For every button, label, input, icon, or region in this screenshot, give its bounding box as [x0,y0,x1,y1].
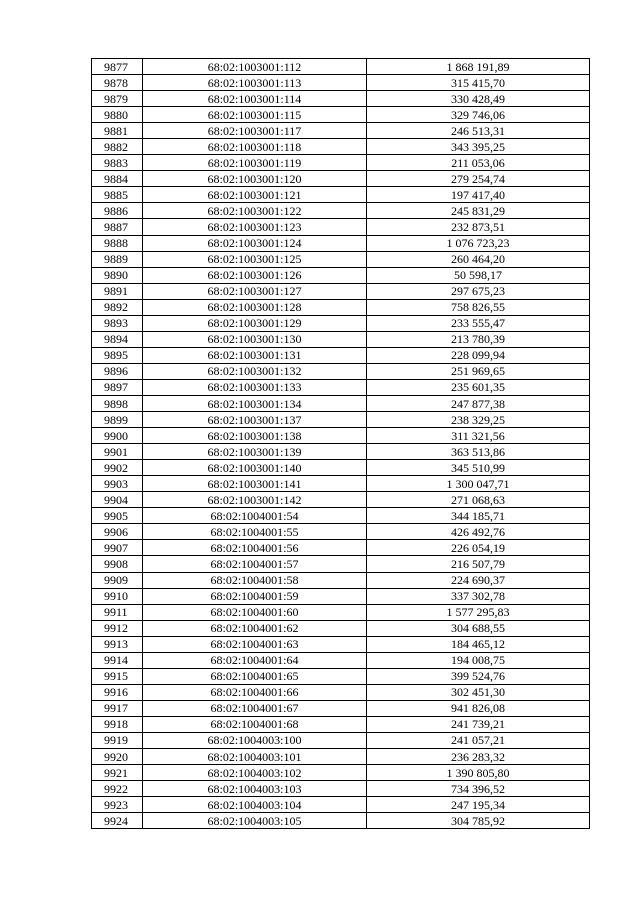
cadastral-number-cell: 68:02:1004001:62 [143,620,367,636]
row-number-cell: 9895 [92,347,143,363]
row-number-cell: 9910 [92,588,143,604]
cadastral-number-cell: 68:02:1003001:112 [143,59,367,75]
cadastral-number-cell: 68:02:1003001:124 [143,235,367,251]
cadastral-number-cell: 68:02:1004001:60 [143,604,367,620]
cadastral-value-cell: 247 195,34 [367,797,590,813]
table-row [92,139,590,155]
table-row [92,283,590,299]
cadastral-value-cell: 233 555,47 [367,315,590,331]
table-row [92,379,590,395]
cadastral-number-cell: 68:02:1003001:122 [143,203,367,219]
row-number-cell: 9889 [92,251,143,267]
cadastral-value-cell: 426 492,76 [367,524,590,540]
cadastral-number-cell: 68:02:1003001:120 [143,171,367,187]
cadastral-value-cell: 260 464,20 [367,251,590,267]
cadastral-number-cell: 68:02:1004001:54 [143,508,367,524]
table-row [92,556,590,572]
row-number-cell: 9897 [92,379,143,395]
table-row [92,588,590,604]
table-row [92,749,590,765]
table-row [92,251,590,267]
cadastral-number-cell: 68:02:1003001:118 [143,139,367,155]
cadastral-number-cell: 68:02:1003001:138 [143,428,367,444]
cadastral-number-cell: 68:02:1004001:68 [143,716,367,732]
table-row [92,476,590,492]
cadastral-number-cell: 68:02:1003001:139 [143,444,367,460]
cadastral-number-cell: 68:02:1004001:59 [143,588,367,604]
row-number-cell: 9898 [92,395,143,411]
table-row [92,572,590,588]
cadastral-number-cell: 68:02:1003001:125 [143,251,367,267]
cadastral-value-cell: 235 601,35 [367,379,590,395]
table-body [92,59,590,829]
cadastral-value-cell: 211 053,06 [367,155,590,171]
table-row [92,412,590,428]
cadastral-value-cell: 246 513,31 [367,123,590,139]
cadastral-value-cell: 304 785,92 [367,813,590,829]
row-number-cell: 9917 [92,700,143,716]
row-number-cell: 9922 [92,781,143,797]
cadastral-value-cell: 343 395,25 [367,139,590,155]
row-number-cell: 9909 [92,572,143,588]
table-row [92,652,590,668]
cadastral-value-cell: 337 302,78 [367,588,590,604]
cadastral-number-cell: 68:02:1003001:127 [143,283,367,299]
cadastral-value-cell: 224 690,37 [367,572,590,588]
cadastral-value-cell: 1 390 805,80 [367,765,590,781]
cadastral-number-cell: 68:02:1004001:64 [143,652,367,668]
cadastral-value-cell: 216 507,79 [367,556,590,572]
row-number-cell: 9902 [92,460,143,476]
cadastral-value-cell: 194 008,75 [367,652,590,668]
row-number-cell: 9883 [92,155,143,171]
cadastral-value-table [91,58,590,829]
row-number-cell: 9896 [92,363,143,379]
cadastral-value-cell: 197 417,40 [367,187,590,203]
row-number-cell: 9911 [92,604,143,620]
table-row [92,428,590,444]
cadastral-value-cell: 184 465,12 [367,636,590,652]
cadastral-value-cell: 241 057,21 [367,732,590,748]
cadastral-value-cell: 213 780,39 [367,331,590,347]
cadastral-number-cell: 68:02:1004003:101 [143,749,367,765]
row-number-cell: 9880 [92,107,143,123]
table-row [92,540,590,556]
row-number-cell: 9879 [92,91,143,107]
cadastral-value-cell: 330 428,49 [367,91,590,107]
cadastral-number-cell: 68:02:1004001:57 [143,556,367,572]
cadastral-number-cell: 68:02:1003001:131 [143,347,367,363]
row-number-cell: 9884 [92,171,143,187]
row-number-cell: 9905 [92,508,143,524]
table-row [92,781,590,797]
table-row [92,460,590,476]
row-number-cell: 9916 [92,684,143,700]
cadastral-value-cell: 50 598,17 [367,267,590,283]
table-row [92,684,590,700]
table-row [92,444,590,460]
table-row [92,235,590,251]
table-row [92,75,590,91]
row-number-cell: 9893 [92,315,143,331]
cadastral-value-cell: 329 746,06 [367,107,590,123]
row-number-cell: 9887 [92,219,143,235]
row-number-cell: 9919 [92,732,143,748]
row-number-cell: 9899 [92,412,143,428]
cadastral-number-cell: 68:02:1004003:103 [143,781,367,797]
table-row [92,187,590,203]
row-number-cell: 9881 [92,123,143,139]
row-number-cell: 9882 [92,139,143,155]
cadastral-value-cell: 304 688,55 [367,620,590,636]
cadastral-value-cell: 311 321,56 [367,428,590,444]
cadastral-number-cell: 68:02:1003001:114 [143,91,367,107]
cadastral-number-cell: 68:02:1003001:142 [143,492,367,508]
row-number-cell: 9913 [92,636,143,652]
cadastral-number-cell: 68:02:1003001:123 [143,219,367,235]
cadastral-value-cell: 363 513,86 [367,444,590,460]
row-number-cell: 9891 [92,283,143,299]
table-row [92,331,590,347]
cadastral-value-cell: 734 396,52 [367,781,590,797]
table-row [92,299,590,315]
cadastral-number-cell: 68:02:1003001:137 [143,412,367,428]
cadastral-value-cell: 1 577 295,83 [367,604,590,620]
row-number-cell: 9894 [92,331,143,347]
cadastral-value-cell: 245 831,29 [367,203,590,219]
table-row [92,267,590,283]
cadastral-number-cell: 68:02:1003001:113 [143,75,367,91]
cadastral-number-cell: 68:02:1003001:128 [143,299,367,315]
cadastral-value-cell: 228 099,94 [367,347,590,363]
table-row [92,620,590,636]
row-number-cell: 9888 [92,235,143,251]
cadastral-number-cell: 68:02:1004001:66 [143,684,367,700]
row-number-cell: 9877 [92,59,143,75]
cadastral-number-cell: 68:02:1003001:134 [143,395,367,411]
cadastral-number-cell: 68:02:1003001:140 [143,460,367,476]
row-number-cell: 9908 [92,556,143,572]
cadastral-value-cell: 345 510,99 [367,460,590,476]
table-row [92,765,590,781]
row-number-cell: 9903 [92,476,143,492]
cadastral-value-cell: 247 877,38 [367,395,590,411]
table-row [92,395,590,411]
table-row [92,732,590,748]
table-row [92,203,590,219]
cadastral-value-cell: 1 868 191,89 [367,59,590,75]
cadastral-value-cell: 279 254,74 [367,171,590,187]
cadastral-value-cell: 232 873,51 [367,219,590,235]
cadastral-value-cell: 236 283,32 [367,749,590,765]
cadastral-value-cell: 238 329,25 [367,412,590,428]
cadastral-value-cell: 302 451,30 [367,684,590,700]
cadastral-number-cell: 68:02:1004001:58 [143,572,367,588]
table-row [92,171,590,187]
table-row [92,492,590,508]
row-number-cell: 9907 [92,540,143,556]
cadastral-value-cell: 226 054,19 [367,540,590,556]
table-row [92,155,590,171]
cadastral-number-cell: 68:02:1003001:133 [143,379,367,395]
table-row [92,636,590,652]
row-number-cell: 9920 [92,749,143,765]
cadastral-number-cell: 68:02:1003001:121 [143,187,367,203]
cadastral-number-cell: 68:02:1004001:56 [143,540,367,556]
cadastral-number-cell: 68:02:1003001:117 [143,123,367,139]
table-row [92,123,590,139]
row-number-cell: 9914 [92,652,143,668]
table-row [92,524,590,540]
document-page [91,58,589,829]
cadastral-number-cell: 68:02:1004003:100 [143,732,367,748]
cadastral-number-cell: 68:02:1004001:63 [143,636,367,652]
row-number-cell: 9912 [92,620,143,636]
table-row [92,219,590,235]
cadastral-number-cell: 68:02:1004001:67 [143,700,367,716]
table-row [92,813,590,829]
cadastral-value-cell: 941 826,08 [367,700,590,716]
cadastral-number-cell: 68:02:1003001:130 [143,331,367,347]
row-number-cell: 9885 [92,187,143,203]
table-row [92,315,590,331]
cadastral-value-cell: 758 826,55 [367,299,590,315]
cadastral-value-cell: 1 300 047,71 [367,476,590,492]
row-number-cell: 9904 [92,492,143,508]
row-number-cell: 9918 [92,716,143,732]
table-row [92,716,590,732]
table-row [92,91,590,107]
cadastral-number-cell: 68:02:1003001:132 [143,363,367,379]
row-number-cell: 9923 [92,797,143,813]
table-row [92,363,590,379]
row-number-cell: 9892 [92,299,143,315]
table-row [92,347,590,363]
cadastral-value-cell: 399 524,76 [367,668,590,684]
table-row [92,700,590,716]
cadastral-number-cell: 68:02:1004003:105 [143,813,367,829]
cadastral-number-cell: 68:02:1003001:126 [143,267,367,283]
cadastral-value-cell: 271 068,63 [367,492,590,508]
table-row [92,59,590,75]
cadastral-value-cell: 1 076 723,23 [367,235,590,251]
table-row [92,797,590,813]
cadastral-number-cell: 68:02:1004001:65 [143,668,367,684]
cadastral-number-cell: 68:02:1004001:55 [143,524,367,540]
cadastral-number-cell: 68:02:1004003:104 [143,797,367,813]
cadastral-number-cell: 68:02:1003001:119 [143,155,367,171]
row-number-cell: 9900 [92,428,143,444]
table-row [92,508,590,524]
cadastral-value-cell: 297 675,23 [367,283,590,299]
cadastral-number-cell: 68:02:1003001:141 [143,476,367,492]
cadastral-number-cell: 68:02:1004003:102 [143,765,367,781]
cadastral-value-cell: 241 739,21 [367,716,590,732]
row-number-cell: 9878 [92,75,143,91]
row-number-cell: 9886 [92,203,143,219]
row-number-cell: 9915 [92,668,143,684]
row-number-cell: 9906 [92,524,143,540]
cadastral-value-cell: 315 415,70 [367,75,590,91]
cadastral-number-cell: 68:02:1003001:129 [143,315,367,331]
cadastral-value-cell: 251 969,65 [367,363,590,379]
cadastral-number-cell: 68:02:1003001:115 [143,107,367,123]
cadastral-value-cell: 344 185,71 [367,508,590,524]
row-number-cell: 9901 [92,444,143,460]
row-number-cell: 9921 [92,765,143,781]
table-row [92,604,590,620]
table-row [92,107,590,123]
row-number-cell: 9890 [92,267,143,283]
row-number-cell: 9924 [92,813,143,829]
table-row [92,668,590,684]
